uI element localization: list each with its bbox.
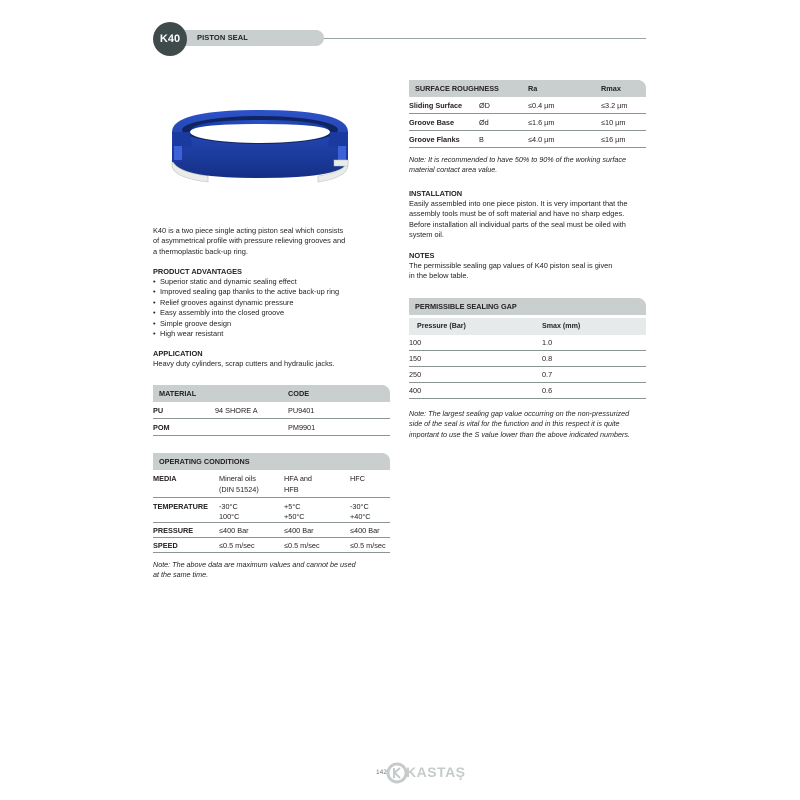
code-cell: PU9401 — [288, 406, 315, 415]
table-row — [409, 335, 646, 351]
product-code-badge: K40 — [153, 22, 187, 56]
surface-cell: Groove Flanks — [409, 135, 460, 144]
table-row — [409, 367, 646, 383]
rmax-cell: ≤10 µm — [601, 118, 626, 127]
text-line: Easily assembled into one piece piston. It is very important that the — [409, 199, 628, 208]
cell: +5°C — [284, 502, 301, 511]
brand-logo-text: KASTAŞ — [406, 764, 466, 780]
gap-table-subheader — [409, 318, 646, 335]
list-item: • High wear resistant — [153, 329, 393, 339]
cell: HFC — [350, 474, 365, 483]
row-label: SPEED — [153, 541, 178, 550]
text-line: The permissible sealing gap values of K40 piston seal is given — [409, 261, 613, 270]
cell: 100°C — [219, 512, 240, 521]
operating-table-header — [153, 453, 390, 470]
table-row — [153, 470, 390, 498]
table-row — [153, 402, 390, 419]
note-line: Note: It is recommended to have 50% to 90% of the working surface — [409, 155, 626, 164]
table-row — [409, 114, 646, 131]
row-label: MEDIA — [153, 474, 177, 483]
list-item: • Relief grooves against dynamic pressure — [153, 298, 393, 308]
rmax-cell: ≤16 µm — [601, 135, 626, 144]
smax-cell: 1.0 — [542, 338, 553, 347]
roughness-table-header — [409, 80, 646, 97]
application-text: Heavy duty cylinders, scrap cutters and hydraulic jacks. — [153, 359, 335, 368]
cell: HFB — [284, 485, 299, 494]
operating-table-title: OPERATING CONDITIONS — [159, 457, 250, 466]
code-cell: PM9901 — [288, 423, 316, 432]
list-item: • Improved sealing gap thanks to the active back-up ring — [153, 287, 393, 297]
gap-note — [409, 409, 654, 440]
table-row — [409, 97, 646, 114]
material-cell: POM — [153, 423, 170, 432]
installation-text — [409, 199, 654, 241]
material-table-header — [153, 385, 390, 402]
cell: ≤0.5 m/sec — [284, 541, 320, 550]
rmax-cell: ≤3.2 µm — [601, 101, 628, 110]
column-header-material: MATERIAL — [159, 389, 197, 398]
cell: HFA and — [284, 474, 312, 483]
intro-line: of asymmetrical profile with pressure relieving grooves and — [153, 236, 346, 246]
dimension-cell: Ød — [479, 118, 489, 127]
cell: -30°C — [350, 502, 369, 511]
note-line: material contact area value. — [409, 165, 498, 175]
pressure-cell: 150 — [409, 354, 422, 363]
table-row — [409, 383, 646, 399]
application-heading: APPLICATION — [153, 349, 203, 358]
cell: -30°C — [219, 502, 238, 511]
material-cell: PU — [153, 406, 164, 415]
ra-cell: ≤4.0 µm — [528, 135, 555, 144]
column-header-pressure: Pressure (Bar) — [417, 322, 466, 330]
text-line: assembly tools must be of soft material and have no sharp edges. — [409, 209, 625, 219]
table-row — [153, 498, 390, 523]
pressure-cell: 400 — [409, 386, 422, 395]
note-line: important to use the S value lower than the above indicated numbers. — [409, 429, 630, 439]
column-header-code: CODE — [288, 389, 310, 398]
column-header-surface: SURFACE ROUGHNESS — [415, 84, 499, 93]
dimension-cell: B — [479, 135, 484, 144]
cell: +40°C — [350, 512, 371, 521]
note-line: at the same time. — [153, 570, 209, 580]
cell: +50°C — [284, 512, 305, 521]
cell: ≤400 Bar — [350, 526, 380, 535]
notes-text — [409, 261, 654, 282]
intro-line: a thermoplastic back-up ring. — [153, 246, 248, 256]
row-label: TEMPERATURE — [153, 502, 208, 511]
installation-heading: INSTALLATION — [409, 189, 463, 198]
table-row — [409, 351, 646, 367]
dimension-cell: ØD — [479, 101, 490, 110]
cell: Mineral oils — [219, 474, 256, 483]
intro-paragraph — [153, 226, 393, 257]
surface-cell: Sliding Surface — [409, 101, 463, 110]
list-item: • Easy assembly into the closed groove — [153, 308, 393, 318]
cell: ≤0.5 m/sec — [350, 541, 386, 550]
page-number: 142 — [376, 769, 387, 776]
advantages-heading: PRODUCT ADVANTAGES — [153, 267, 242, 276]
roughness-note — [409, 155, 654, 176]
hardness-cell: 94 SHORE A — [215, 406, 258, 415]
text-line: system oil. — [409, 230, 444, 240]
pressure-cell: 250 — [409, 370, 422, 379]
row-label: PRESSURE — [153, 526, 194, 535]
table-row — [153, 523, 390, 538]
gap-table-header — [409, 298, 646, 315]
column-header-ra: Ra — [528, 84, 538, 93]
advantages-list — [153, 277, 393, 339]
list-item: • Simple groove design — [153, 319, 393, 329]
pressure-cell: 100 — [409, 338, 422, 347]
smax-cell: 0.6 — [542, 386, 553, 395]
page-title: PISTON SEAL — [197, 33, 248, 42]
ra-cell: ≤0.4 µm — [528, 101, 555, 110]
note-line: Note: The above data are maximum values and cannot be used — [153, 560, 356, 569]
text-line: in the below table. — [409, 271, 469, 281]
notes-heading: NOTES — [409, 251, 435, 260]
column-header-smax: Smax (mm) — [542, 322, 581, 330]
smax-cell: 0.7 — [542, 370, 553, 379]
cell: (DIN 51524) — [219, 485, 259, 494]
note-line: Note: The largest sealing gap value occurring on the non-pressurized — [409, 409, 630, 418]
cell: ≤0.5 m/sec — [219, 541, 255, 550]
table-row — [409, 131, 646, 148]
table-row — [153, 538, 390, 553]
text-line: Before installation all individual parts of the seal must be oiled with — [409, 219, 626, 229]
note-line: side of the seal is vital for the function and in this respect it is quite — [409, 419, 620, 429]
cell: ≤400 Bar — [219, 526, 249, 535]
operating-note — [153, 560, 393, 581]
cell: ≤400 Bar — [284, 526, 314, 535]
ra-cell: ≤1.6 µm — [528, 118, 555, 127]
smax-cell: 0.8 — [542, 354, 553, 363]
column-header-rmax: Rmax — [601, 84, 621, 93]
header-rule — [300, 38, 646, 39]
list-item: • Superior static and dynamic sealing effect — [153, 277, 393, 287]
surface-cell: Groove Base — [409, 118, 455, 127]
piston-seal-illustration — [168, 102, 352, 184]
intro-line: K40 is a two piece single acting piston seal which consists — [153, 226, 344, 235]
gap-table-title: PERMISSIBLE SEALING GAP — [415, 302, 517, 311]
table-row — [153, 419, 390, 436]
